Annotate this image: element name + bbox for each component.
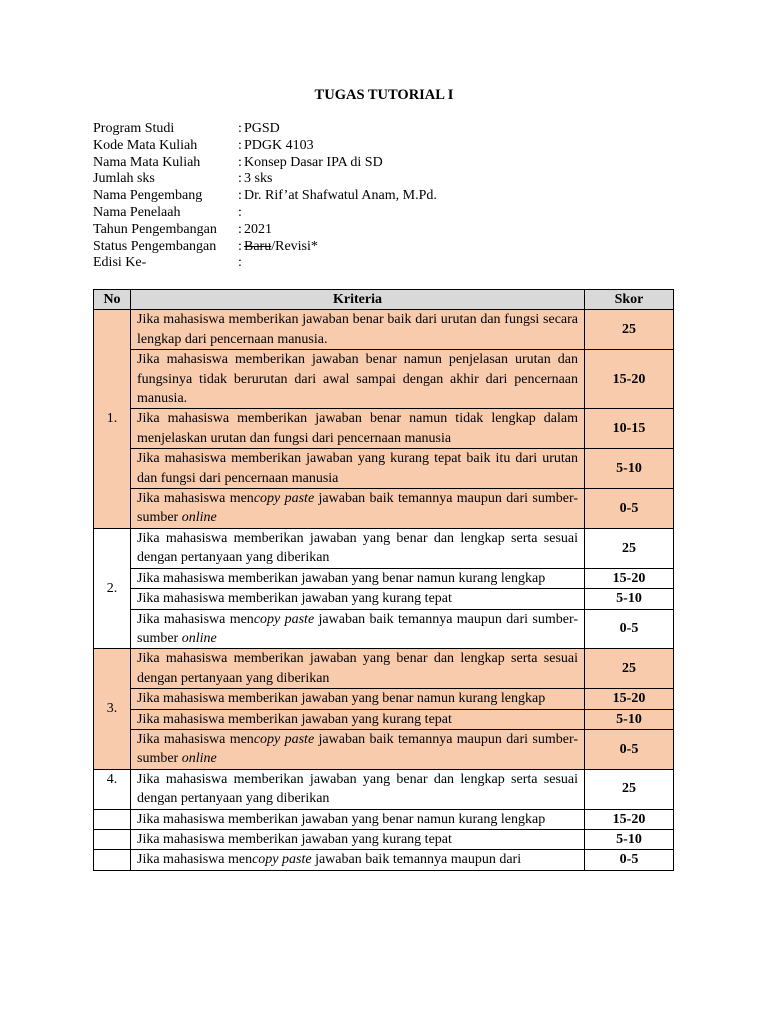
- score-cell: 15-20: [585, 568, 674, 588]
- table-row: [94, 769, 674, 809]
- row-number: 4.: [94, 769, 131, 809]
- info-colon: :: [238, 171, 242, 187]
- info-colon: :: [238, 255, 242, 271]
- score-cell: 25: [585, 769, 674, 809]
- criteria-emphasis: online: [181, 630, 217, 646]
- score-cell: 25: [585, 649, 674, 689]
- row-number-empty: [94, 829, 131, 849]
- info-value: [244, 255, 437, 272]
- table-row: [94, 809, 674, 829]
- table-row: [94, 568, 674, 588]
- table-row: [94, 350, 674, 409]
- document-title: TUGAS TUTORIAL I: [314, 87, 454, 103]
- info-value: 2021: [244, 221, 272, 237]
- table-row: [94, 729, 674, 769]
- info-value: [244, 205, 437, 222]
- row-number: 1.: [94, 310, 131, 528]
- table-row: [94, 409, 674, 449]
- criteria-text: jawaban baik temannya maupun dari sumber-sumber: [137, 491, 578, 526]
- criteria-cell: Jika mahasiswa memberikan jawaban yang benar dan lengkap serta sesuai dengan pertanyaan yang diberikan: [131, 769, 585, 809]
- info-colon: :: [238, 204, 242, 220]
- info-row-tahun: [93, 222, 437, 239]
- score-cell: 25: [585, 310, 674, 350]
- criteria-emphasis: online: [181, 510, 217, 526]
- criteria-emphasis: copy paste: [253, 491, 315, 507]
- table-row: [94, 829, 674, 849]
- row-number-empty: [94, 850, 131, 870]
- criteria-emphasis: copy paste: [252, 852, 312, 868]
- score-cell: 5-10: [585, 829, 674, 849]
- table-row: [94, 528, 674, 568]
- info-label: Nama Mata Kuliah: [93, 154, 201, 170]
- table-row: [94, 589, 674, 609]
- criteria-cell: [131, 729, 585, 769]
- score-cell: 15-20: [585, 350, 674, 409]
- info-colon: :: [238, 137, 242, 153]
- criteria-text: Jika mahasiswa men: [137, 611, 254, 627]
- info-value: PDGK 4103: [244, 137, 314, 153]
- score-cell: 0-5: [585, 489, 674, 529]
- info-value: Dr. Rif’at Shafwatul Anam, M.Pd.: [244, 188, 437, 204]
- info-value: [244, 239, 437, 256]
- info-label: Kode Mata Kuliah: [93, 137, 198, 153]
- info-row-edisi: [93, 255, 437, 272]
- criteria-cell: [131, 609, 585, 649]
- info-row-pengembang: [93, 188, 437, 205]
- info-colon: :: [238, 238, 242, 254]
- criteria-cell: Jika mahasiswa memberikan jawaban benar baik dari urutan dan fungsi secara lengkap dari pencernaan manusia.: [131, 310, 585, 350]
- info-colon: :: [238, 188, 242, 204]
- info-colon: :: [238, 221, 242, 237]
- header-skor: Skor: [585, 290, 674, 310]
- score-cell: 5-10: [585, 589, 674, 609]
- criteria-cell: Jika mahasiswa memberikan jawaban yang benar namun kurang lengkap: [131, 689, 585, 709]
- criteria-cell: Jika mahasiswa memberikan jawaban yang benar dan lengkap serta sesuai dengan pertanyaan yang diberikan: [131, 649, 585, 689]
- score-cell: 0-5: [585, 850, 674, 870]
- info-row-program-studi: [93, 121, 437, 138]
- criteria-cell: Jika mahasiswa memberikan jawaban yang kurang tepat: [131, 589, 585, 609]
- score-cell: 5-10: [585, 449, 674, 489]
- criteria-cell: Jika mahasiswa memberikan jawaban yang kurang tepat: [131, 709, 585, 729]
- criteria-cell: Jika mahasiswa memberikan jawaban benar namun tidak lengkap dalam menjelaskan urutan dan fungsi dari pencernaan manusia: [131, 409, 585, 449]
- info-colon: :: [238, 121, 242, 136]
- info-value: 3 sks: [244, 171, 273, 187]
- info-row-sks: [93, 171, 437, 188]
- row-number: 2.: [94, 528, 131, 648]
- info-colon: :: [238, 154, 242, 170]
- info-label: Jumlah sks: [93, 171, 155, 187]
- info-label: Status Pengembangan: [93, 238, 217, 254]
- status-rest: /Revisi*: [271, 238, 318, 254]
- info-label: Program Studi: [93, 121, 175, 136]
- table-row: [94, 689, 674, 709]
- info-label: Tahun Pengembangan: [93, 221, 217, 237]
- table-row: [94, 609, 674, 649]
- criteria-cell: [131, 850, 585, 870]
- rubric-table: [93, 289, 674, 871]
- row-number-empty: [94, 809, 131, 829]
- criteria-cell: Jika mahasiswa memberikan jawaban yang benar dan lengkap serta sesuai dengan pertanyaan yang diberikan: [131, 528, 585, 568]
- criteria-cell: [131, 489, 585, 529]
- info-label: Edisi Ke-: [93, 255, 147, 271]
- info-row-status: [93, 239, 437, 256]
- criteria-cell: Jika mahasiswa memberikan jawaban yang benar namun kurang lengkap: [131, 568, 585, 588]
- table-row: [94, 709, 674, 729]
- score-cell: 15-20: [585, 689, 674, 709]
- status-struck: Baru: [244, 238, 272, 254]
- header-kriteria: Kriteria: [131, 290, 585, 310]
- score-cell: 25: [585, 528, 674, 568]
- info-label: Nama Penelaah: [93, 204, 181, 220]
- criteria-cell: Jika mahasiswa memberikan jawaban yang kurang tepat: [131, 829, 585, 849]
- criteria-cell: Jika mahasiswa memberikan jawaban yang benar namun kurang lengkap: [131, 809, 585, 829]
- table-row: [94, 649, 674, 689]
- score-cell: 10-15: [585, 409, 674, 449]
- info-row-penelaah: [93, 205, 437, 222]
- criteria-emphasis: copy paste: [253, 611, 315, 627]
- row-number: 3.: [94, 649, 131, 769]
- table-row: [94, 850, 674, 870]
- criteria-text: Jika mahasiswa men: [137, 731, 254, 747]
- info-value: PGSD: [244, 121, 280, 136]
- criteria-cell: Jika mahasiswa memberikan jawaban benar namun penjelasan urutan dan fungsinya tidak berurutan dari awal sampai dengan akhir dari pencernaan manusia.: [131, 350, 585, 409]
- score-cell: 0-5: [585, 729, 674, 769]
- info-row-nama-mk: [93, 155, 437, 172]
- score-cell: 15-20: [585, 809, 674, 829]
- course-info: [93, 121, 437, 272]
- table-row: [94, 449, 674, 489]
- criteria-cell: Jika mahasiswa memberikan jawaban yang kurang tepat baik itu dari urutan dan fungsi dari pencernaan manusia: [131, 449, 585, 489]
- criteria-text: jawaban baik temannya maupun dari sumber-sumber: [137, 731, 578, 767]
- info-value: Konsep Dasar IPA di SD: [244, 154, 383, 170]
- criteria-text: Jika mahasiswa men: [137, 491, 254, 507]
- criteria-text: jawaban baik temannya maupun dari sumber-sumber: [137, 611, 578, 646]
- header-no: No: [94, 290, 131, 310]
- criteria-emphasis: online: [181, 751, 217, 767]
- table-row: [94, 310, 674, 350]
- table-row: [94, 489, 674, 529]
- score-cell: 0-5: [585, 609, 674, 649]
- info-label: Nama Pengembang: [93, 188, 203, 204]
- criteria-text: jawaban baik temannya maupun dari: [311, 852, 522, 868]
- info-row-kode-mk: [93, 138, 437, 155]
- header-row: [94, 290, 674, 310]
- criteria-emphasis: copy paste: [253, 731, 315, 747]
- criteria-text: Jika mahasiswa men: [137, 852, 253, 868]
- score-cell: 5-10: [585, 709, 674, 729]
